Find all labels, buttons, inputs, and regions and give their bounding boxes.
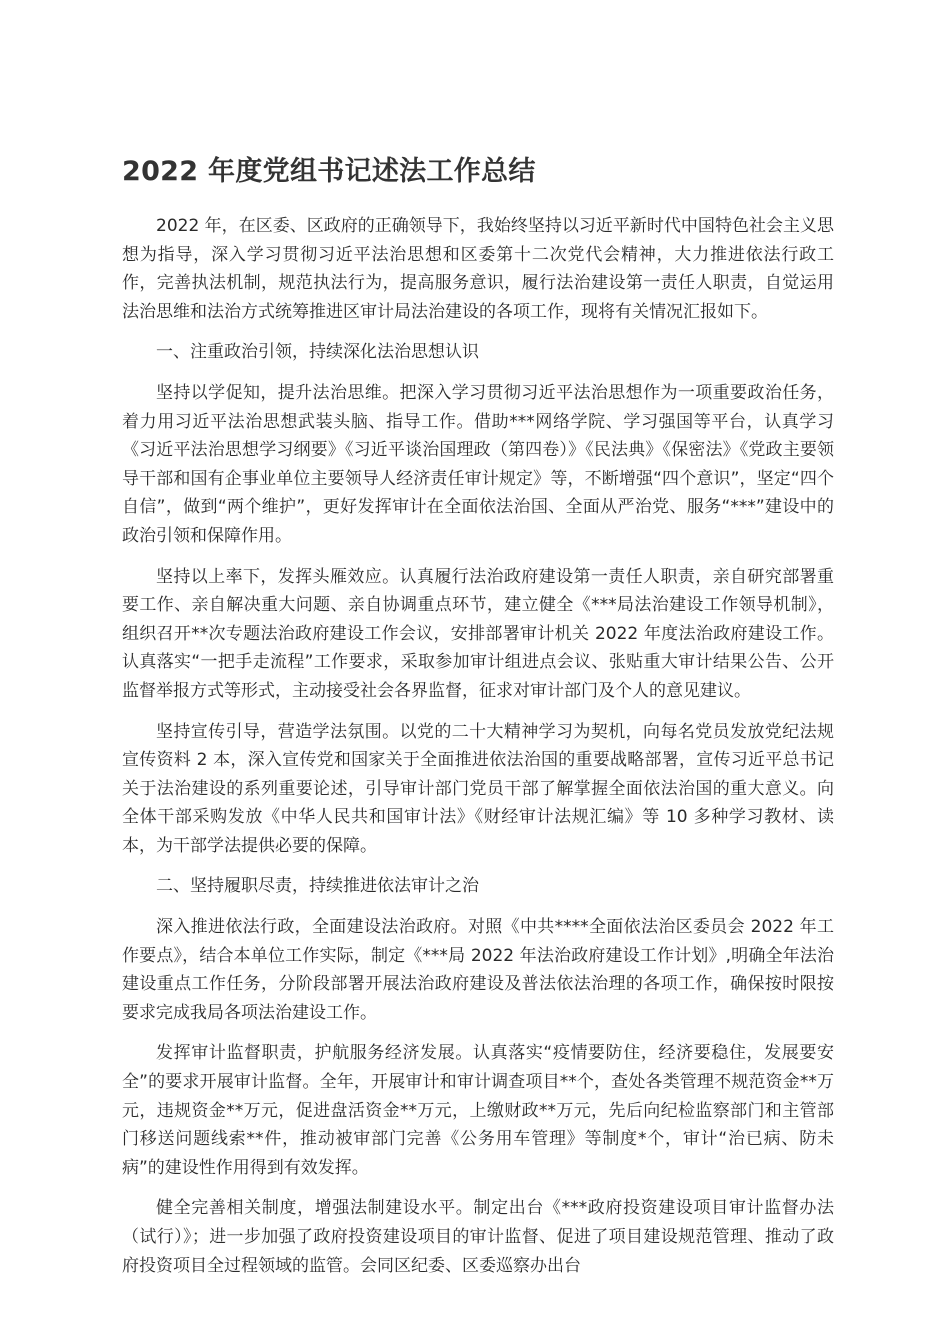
section-2-heading: 二、坚持履职尽责，持续推进依法审计之治 bbox=[156, 876, 479, 897]
section-2-paragraph-3: 健全完善相关制度，增强法制建设水平。制定出台《***政府投资建设项目审计监督办法（试行）》；进一步加强了政府投资建设项目的审计监督、促进了项目建设规范管理、推动了政府投资项目全过程领域的监管。会同区纪委、区委巡察办出台 bbox=[122, 1198, 834, 1276]
intro-paragraph: 2022 年，在区委、区政府的正确领导下，我始终坚持以习近平新时代中国特色社会主义思想为指导，深入学习贯彻习近平法治思想和区委第十二次党代会精神，大力推进依法行政工作，完善执法机制，规范执法行为，提高服务意识，履行法治建设第一责任人职责，自觉运用法治思维和法治方式统筹推进区审计局法治建设的各项工作，现将有关情况汇报如下。 bbox=[122, 216, 834, 322]
section-1-paragraph-2: 坚持以上率下，发挥头雁效应。认真履行法治政府建设第一责任人职责，亲自研究部署重要工作、亲自解决重大问题、亲自协调重点环节，建立健全《***局法治建设工作领导机制》，组织召开**次专题法治政府建设工作会议，安排部署审计机关 2022 年度法治政府建设工作。认真落实“一把手走流程”工作要求，采取参加审计组进点会议、张贴重大审计结果公告、公开监督举报方式等形式，主动接受社会各界监督，征求对审计部门及个人的意见建议。 bbox=[122, 566, 834, 701]
section-2-paragraph-1: 深入推进依法行政，全面建设法治政府。对照《中共****全面依法治区委员会 2022 年工作要点》，结合本单位工作实际，制定《***局 2022 年法治政府建设工作计划》,明确全年法治建设重点工作任务，分阶段部署开展法治政府建设及普法依法治理的各项工作，确保按时限按要求完成我局各项法治建设工作。 bbox=[122, 917, 834, 1023]
section-1-heading: 一、注重政治引领，持续深化法治思想认识 bbox=[156, 342, 479, 363]
document-title: 2022 年度党组书记述法工作总结 bbox=[122, 156, 536, 187]
section-2-paragraph-2: 发挥审计监督职责，护航服务经济发展。认真落实“疫情要防住，经济要稳住，发展要安全”的要求开展审计监督。全年，开展审计和审计调查项目**个，查处各类管理不规范资金**万元，违规资金**万元，促进盘活资金**万元，上缴财政**万元，先后向纪检监察部门和主管部门移送问题线索**件，推动被审部门完善《公务用车管理》等制度*个，审计“治已病、防未病”的建设性作用得到有效发挥。 bbox=[122, 1043, 834, 1178]
document-page bbox=[122, 150, 834, 1292]
section-1-paragraph-3: 坚持宣传引导，营造学法氛围。以党的二十大精神学习为契机，向每名党员发放党纪法规宣传资料 2 本，深入宣传党和国家关于全面推进依法治国的重要战略部署，宣传习近平总书记关于法治建设的系列重要论述，引导审计部门党员干部了解掌握全面依法治国的重大意义。向全体干部采购发放《中华人民共和国审计法》《财经审计法规汇编》等 10 多种学习教材、读本，为干部学法提供必要的保障。 bbox=[122, 721, 834, 856]
section-1-paragraph-1: 坚持以学促知，提升法治思维。把深入学习贯彻习近平法治思想作为一项重要政治任务，着力用习近平法治思想武装头脑、指导工作。借助***网络学院、学习强国等平台，认真学习《习近平法治思想学习纲要》《习近平谈治国理政（第四卷）》《民法典》《保密法》《党政主要领导干部和国有企事业单位主要领导人经济责任审计规定》等，不断增强“四个意识”，坚定“四个自信”，做到“两个维护”，更好发挥审计在全面依法治国、全面从严治党、服务“***”建设中的政治引领和保障作用。 bbox=[122, 382, 834, 546]
